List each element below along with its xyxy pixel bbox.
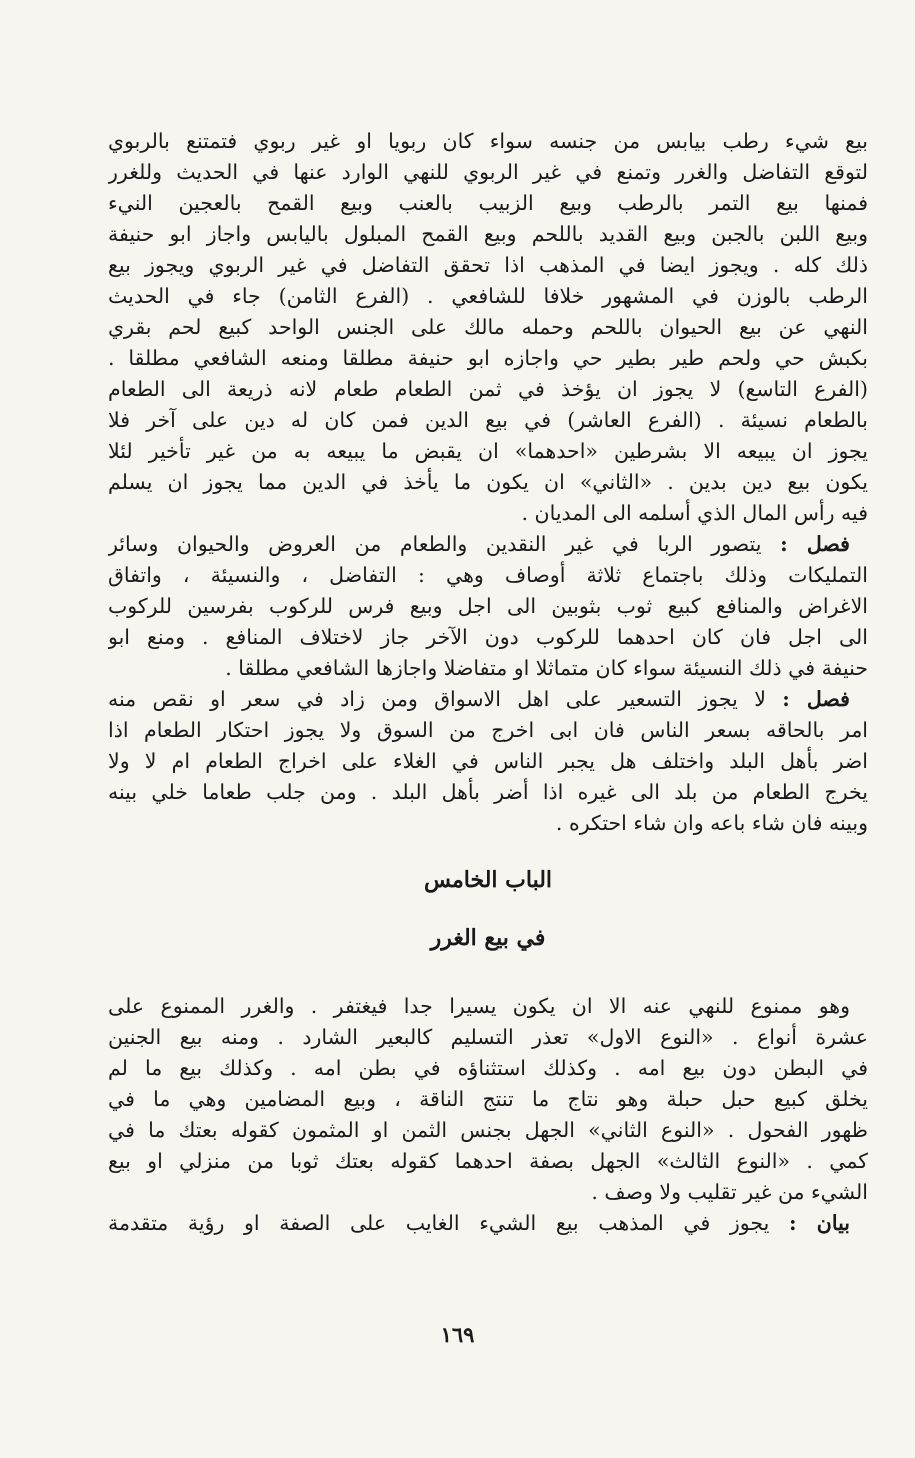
section-label: فصل : <box>780 532 850 556</box>
chapter-subtitle: في بيع الغرر <box>430 925 546 951</box>
text-line: بالطعام نسيئة . (الفرع العاشر) في بيع الدين فمن كان له دين على آخر فلا <box>108 408 868 432</box>
section-label: بيان : <box>788 1211 850 1235</box>
text-span: يتصور الربا في غير النقدين والطعام من العروض والحيوان وسائر <box>108 532 762 556</box>
text-line: الرطب بالوزن في المشهور خلافا للشافعي . (الفرع الثامن) جاء في الحديث <box>108 284 868 308</box>
text-line: الاغراض والمنافع كبيع ثوب بثوبين الى اجل وبيع فرس للركوب بفرسين للركوب <box>108 594 868 618</box>
text-line: وهو ممنوع للنهي عنه الا ان يكون يسيرا جدا فيغتفر . والغرر الممنوع على <box>108 994 850 1018</box>
text-line: الشيء من غير تقليب ولا وصف . <box>591 1180 868 1204</box>
text-line <box>108 684 868 715</box>
text-line: في البطن دون بيع امه . وكذلك استثناؤه في بطن امه . وكذلك بيع ما لم <box>108 1056 868 1080</box>
text-line: فمنها بيع التمر بالرطب وبيع الزبيب بالعنب وبيع القمح بالعجين النيء <box>108 191 868 215</box>
text-line: يكون بيع دين بدين . «الثاني» ان يكون ما يأخذ في الدين مما يجوز ان يسلم <box>108 470 868 494</box>
text-line: فيه رأس المال الذي أسلمه الى المديان . <box>521 501 868 525</box>
text-line: يجوز ان يبيعه الا بشرطين «احدهما» ان يقبض ما يبيعه به من غير تأخير لئلا <box>108 439 868 463</box>
text-line: ذلك كله . ويجوز ايضا في المذهب اذا تحقق التفاضل في غير الربوي ويجوز بيع <box>108 253 868 277</box>
paragraph-2 <box>108 529 868 684</box>
paragraph-1 <box>108 126 868 529</box>
text-line: اضر بأهل البلد واختلف هل يجبر الناس في الغلاء على اخراج الطعام ام لا ولا <box>108 749 868 773</box>
section-label: فصل : <box>782 687 850 711</box>
text-line: بيع شيء رطب بيابس من جنسه سواء كان ربويا او غير ربوي فتمتنع بالربوي <box>108 129 868 153</box>
text-line: بكبش حي ولحم طير بطير حي واجازه ابو حنيفة مطلقا ومنعه الشافعي مطلقا . <box>108 346 868 370</box>
text-line: النهي عن بيع الحيوان باللحم وحمله مالك على الجنس الواحد كبيع لحم بقري <box>108 315 868 339</box>
page-body <box>108 126 868 1239</box>
page-number: ١٦٩ <box>440 1322 475 1347</box>
text-line: الى اجل فان كان احدهما للركوب دون الآخر جاز لاختلاف المنافع . ومنع ابو <box>108 625 868 649</box>
text-line <box>108 1208 868 1239</box>
text-line: امر بالحاقه بسعر الناس فان ابى اخرج من السوق ولا يجوز احتكار الطعام اذا <box>108 718 868 742</box>
text-span: لا يجوز التسعير على اهل الاسواق ومن زاد في سعر او نقص منه <box>108 687 766 711</box>
text-line: التمليكات وذلك باجتماع ثلاثة أوصاف وهي : التفاضل ، والنسيئة ، واتفاق <box>108 563 868 587</box>
text-line: وبينه فان شاء باعه وان شاء احتكره . <box>555 811 868 835</box>
text-line: كمي . «النوع الثالث» الجهل بصفة احدهما كقوله بعتك ثوبا من منزلي او بيع <box>108 1149 868 1173</box>
text-line: (الفرع التاسع) لا يجوز ان يؤخذ في ثمن الطعام طعام لانه ذريعة الى الطعام <box>108 377 868 401</box>
text-span: يجوز في المذهب بيع الشيء الغايب على الصفة او رؤية متقدمة <box>108 1211 770 1235</box>
chapter-title: الباب الخامس <box>423 867 553 893</box>
text-line: ظهور الفحول . «النوع الثاني» الجهل بجنس الثمن او المثمون كقوله بعتك ما في <box>108 1118 868 1142</box>
text-line: وبيع اللبن بالجبن وبيع القديد باللحم وبيع القمح المبلول باليابس واجاز ابو حنيفة <box>108 222 868 246</box>
text-line <box>108 529 868 560</box>
text-line: لتوقع التفاضل والغرر وتمنع في غير الربوي للنهي الوارد عنها في الحديث وللغرر <box>108 160 868 184</box>
paragraph-3 <box>108 684 868 839</box>
text-line: يخلق كبيع حبل حبلة وهو نتاج ما تنتج الناقة ، وبيع المضامين وهي ما في <box>108 1087 868 1111</box>
text-line: عشرة أنواع . «النوع الاول» تعذر التسليم كالبعير الشارد . ومنه بيع الجنين <box>108 1025 868 1049</box>
paragraph-4 <box>108 991 868 1208</box>
text-line: يخرج الطعام من بلد الى غيره اذا أضر بأهل البلد . ومن جلب طعاما خلي بينه <box>108 780 868 804</box>
text-line: حنيفة في ذلك النسيئة سواء كان متماثلا او متفاضلا واجازها الشافعي مطلقا . <box>225 656 868 680</box>
paragraph-5 <box>108 1208 868 1239</box>
